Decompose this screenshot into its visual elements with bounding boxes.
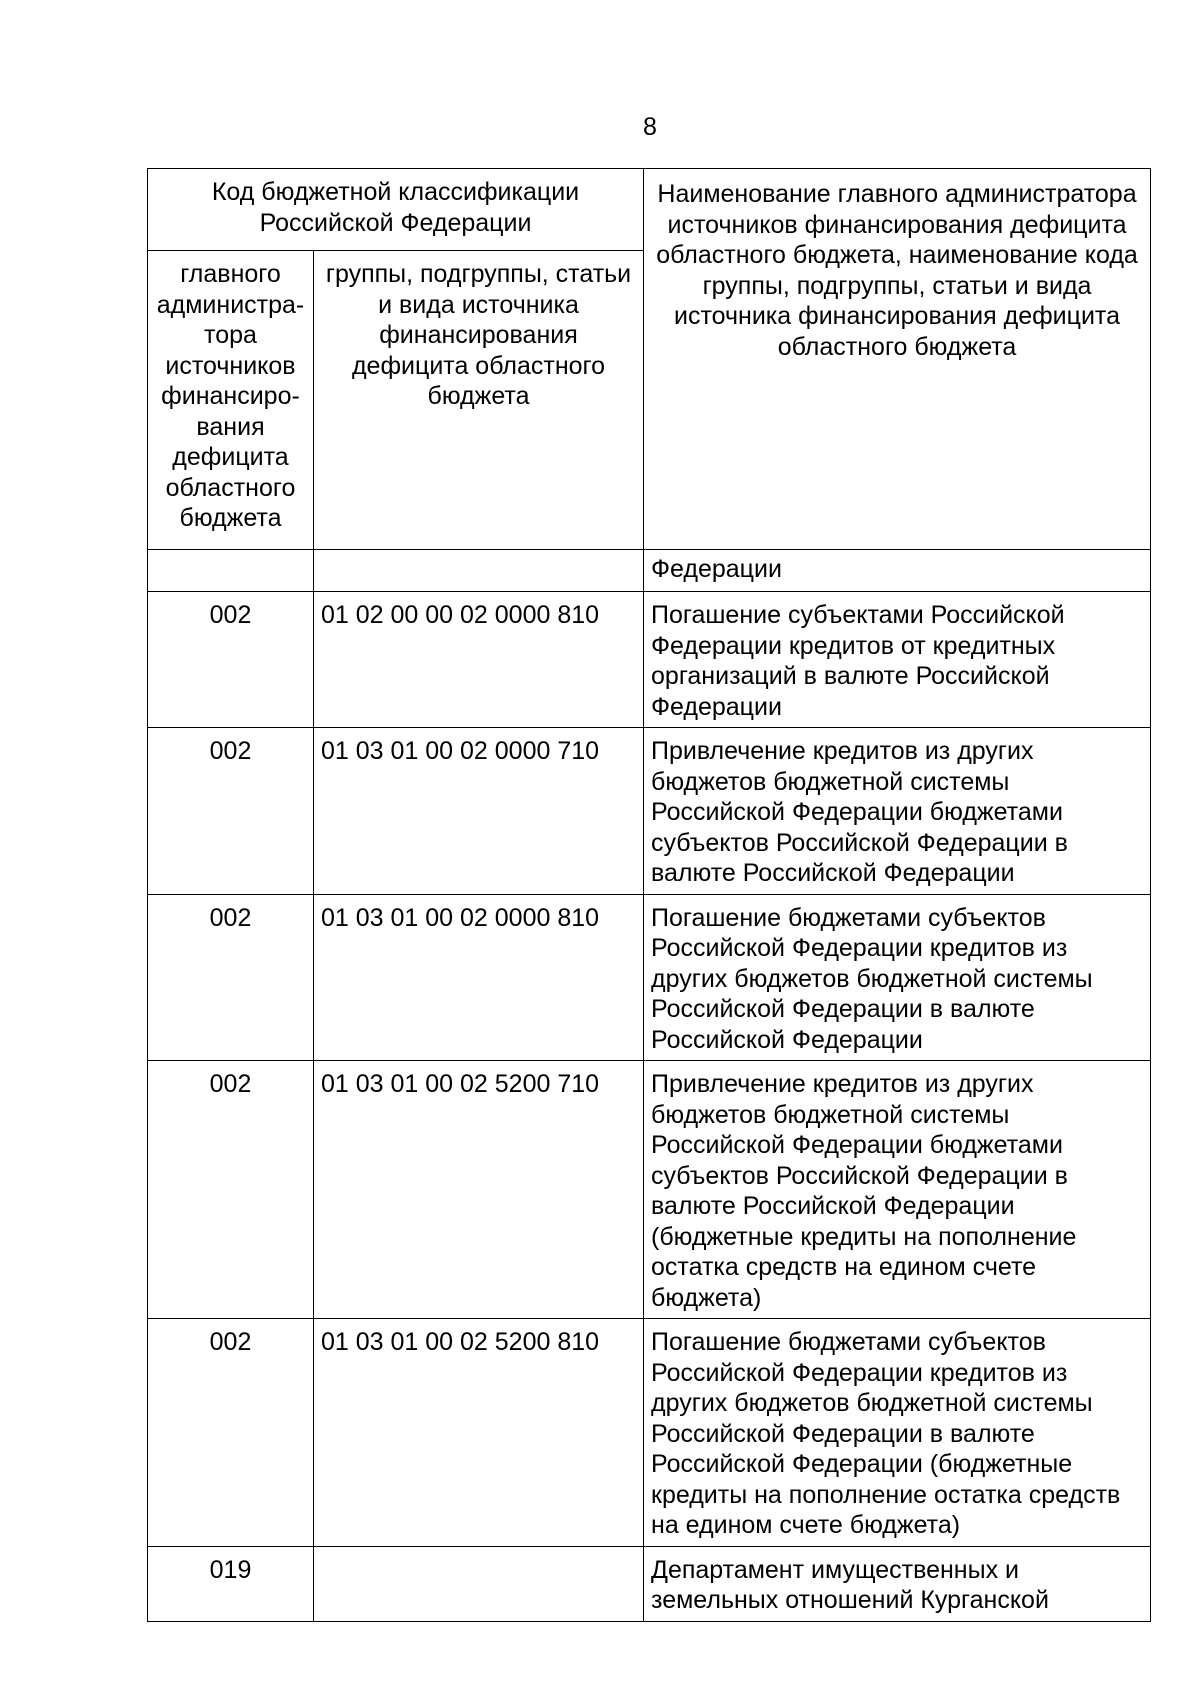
source-code-cell [314,550,644,592]
source-code-cell [314,1546,644,1621]
source-name-cell: Федерации [644,550,1151,592]
table-row [148,1061,1151,1319]
admin-code-cell: 002 [148,1061,314,1319]
source-name-cell: Погашение бюджетами субъектов Российской Федерации кредитов из других бюджетов бюджетной системы Российской Федерации в валюте Российской Федерации [644,894,1151,1061]
source-name-cell: Привлечение кредитов из других бюджетов бюджетной системы Российской Федерации бюджетами субъектов Российской Федерации в валюте Российской Федерации (бюджетные кредиты на пополнение остатка средств на едином счете бюджета) [644,1061,1151,1319]
table-body [148,550,1151,1622]
source-name-cell: Департамент имущественных и земельных отношений Курганской [644,1546,1151,1621]
admin-code-cell: 002 [148,728,314,895]
table-row [148,1319,1151,1547]
budget-source-table [147,168,1151,1622]
header-administrator-name: Наименование главного администратора источников финансирования дефицита областного бюджета, наименование кода группы, подгруппы, статьи и вида источника финансирования дефицита областного бюджета [644,169,1151,550]
table-row [148,1546,1151,1621]
source-code-cell: 01 03 01 00 02 5200 710 [314,1061,644,1319]
table-header [148,169,1151,550]
source-code-cell: 01 03 01 00 02 0000 810 [314,894,644,1061]
source-name-cell: Погашение бюджетами субъектов Российской Федерации кредитов из других бюджетов бюджетной системы Российской Федерации в валюте Российской Федерации (бюджетные кредиты на пополнение остатка средств на едином счете бюджета) [644,1319,1151,1547]
source-code-cell: 01 03 01 00 02 0000 710 [314,728,644,895]
admin-code-cell: 019 [148,1546,314,1621]
table-row [148,728,1151,895]
page-number: 8 [643,113,657,141]
table-row [148,592,1151,728]
header-main-administrator: главного администра-тора источников финансиро-вания дефицита областного бюджета [148,251,314,550]
source-name-cell: Погашение субъектами Российской Федерации кредитов от кредитных организаций в валюте Российской Федерации [644,592,1151,728]
table-row-continuation [148,550,1151,592]
admin-code-cell: 002 [148,592,314,728]
admin-code-cell [148,550,314,592]
source-code-cell: 01 03 01 00 02 5200 810 [314,1319,644,1547]
header-source-group: группы, подгруппы, статьи и вида источника финансирования дефицита областного бюджета [314,251,644,550]
source-code-cell: 01 02 00 00 02 0000 810 [314,592,644,728]
admin-code-cell: 002 [148,1319,314,1547]
source-name-cell: Привлечение кредитов из других бюджетов бюджетной системы Российской Федерации бюджетами субъектов Российской Федерации в валюте Российской Федерации [644,728,1151,895]
header-budget-classification-code: Код бюджетной классификации Российской Федерации [148,169,644,251]
admin-code-cell: 002 [148,894,314,1061]
table-row [148,894,1151,1061]
